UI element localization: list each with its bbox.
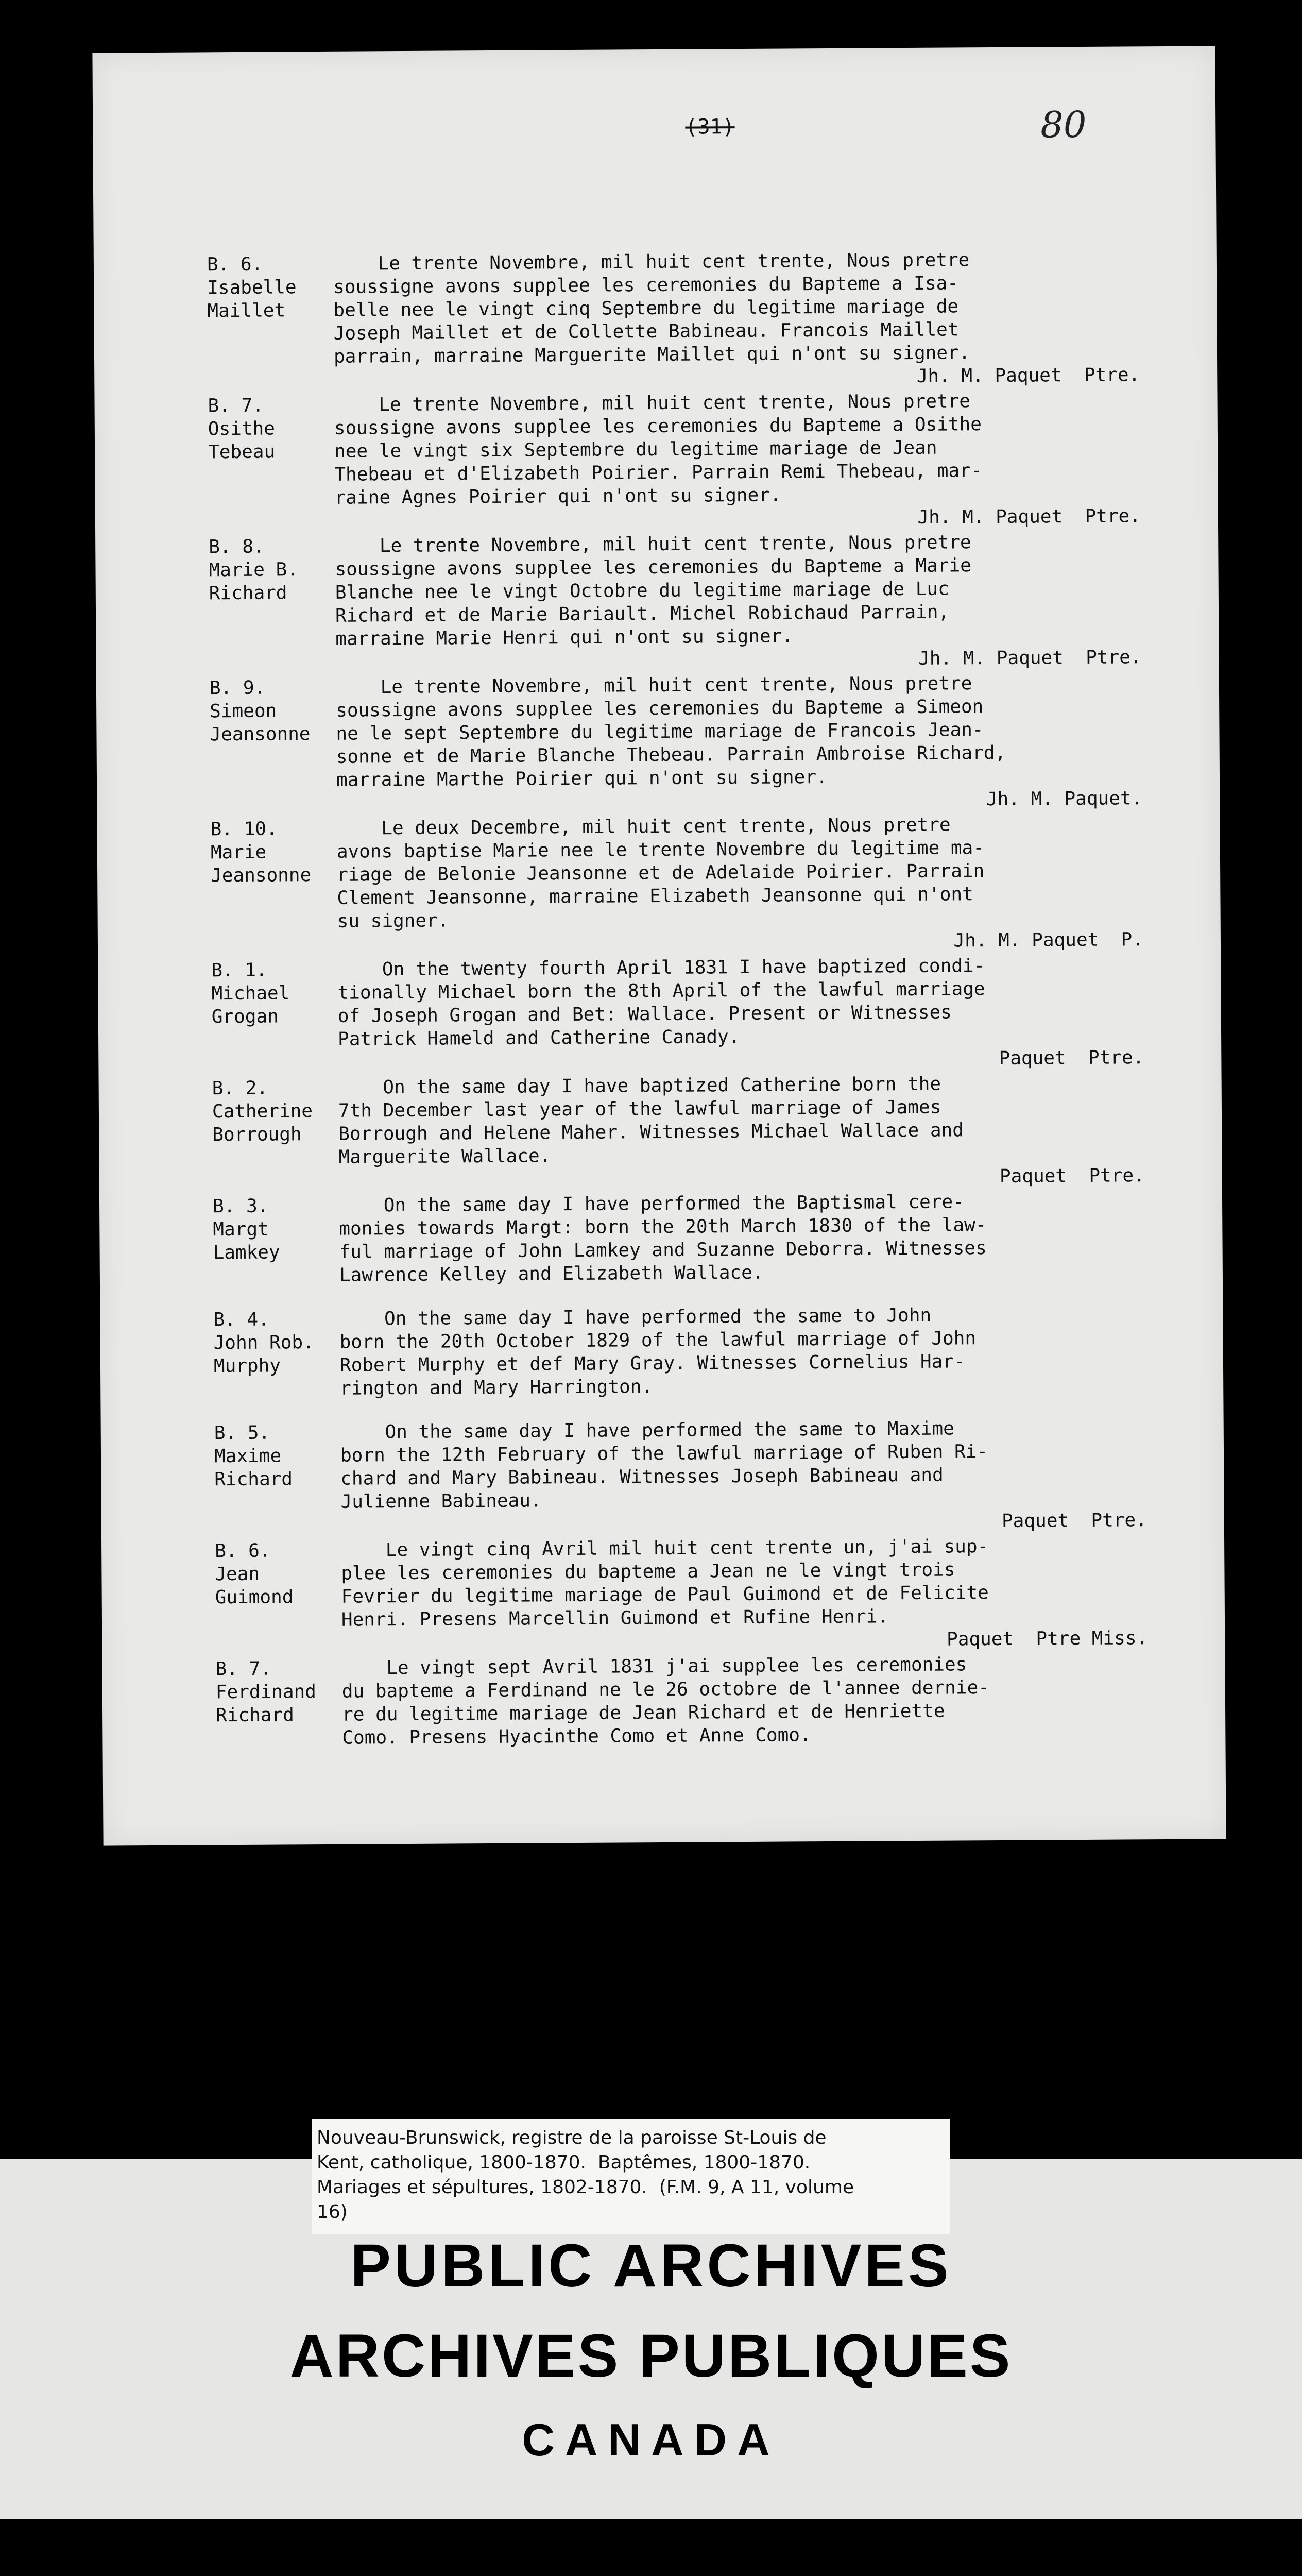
entry-line: su signer. [337, 910, 449, 932]
citation-line: 16) [317, 2201, 348, 2223]
entry-line: born the 12th February of the lawful marriage of Ruben Ri- [340, 1441, 988, 1466]
register-entries [207, 247, 1236, 1752]
citation-line: Kent, catholique, 1800-1870. Baptêmes, 1800-1870. [317, 2152, 811, 2173]
entry-signature: Jh. M. Paquet. [986, 788, 1143, 810]
entry-line: Le deux Decembre, mil huit cent trente, Nous pretre [336, 814, 951, 839]
entry-line: of Joseph Grogan and Bet: Wallace. Present or Witnesses [337, 1002, 952, 1027]
entry-line: sonne et de Marie Blanche Thebeau. Parrain Ambroise Richard, [336, 742, 1006, 768]
entry-label: B. 6. Jean Guimond [215, 1540, 294, 1608]
entry-line: soussigne avons supplee les ceremonies du Bapteme a Isa- [333, 273, 959, 298]
entry-line: marraine Marthe Poirier qui n'ont su signer. [336, 766, 828, 791]
entry-line: re du legitime mariage de Jean Richard et de Henriette [341, 1700, 945, 1725]
entry-line: rington and Mary Harrington. [340, 1376, 653, 1399]
entry-line: Thebeau et d'Elizabeth Poirier. Parrain Remi Thebeau, mar- [334, 460, 982, 485]
entry-line: Joseph Maillet et de Collette Babineau. Francois Maillet [333, 319, 959, 344]
entry-line: soussigne avons supplee les ceremonies du Bapteme a Simeon [336, 696, 984, 721]
entry-line: Le trente Novembre, mil huit cent trente, Nous pretre [335, 673, 972, 698]
entry-line: On the same day I have performed the same to Maxime [340, 1418, 954, 1443]
entry-label: B. 2. Catherine Borrough [212, 1077, 313, 1146]
source-citation-slip [312, 2119, 950, 2234]
entry-line: Le trente Novembre, mil huit cent trente, Nous pretre [334, 391, 971, 416]
entry-signature: Jh. M. Paquet Ptre. [917, 505, 1141, 528]
entry-line: monies towards Margt: born the 20th March 1830 of the law- [339, 1214, 987, 1240]
entry-line: raine Agnes Poirier qui n'ont su signer. [334, 484, 781, 509]
register-entry [210, 670, 1230, 816]
entry-line: On the same day I have performed the Baptismal cere- [338, 1191, 964, 1216]
entry-line: Julienne Babineau. [340, 1490, 542, 1513]
entry-line: tionally Michael born the 8th April of the lawful marriage [337, 978, 985, 1004]
entry-label: B. 9. Simeon Jeansonne [209, 677, 311, 745]
entry-signature: Jh. M. Paquet Ptre. [918, 647, 1142, 669]
entry-line: Lawrence Kelley and Elizabeth Wallace. [339, 1262, 764, 1286]
entry-line: ne le sept Septembre du legitime mariage de Francois Jean- [336, 719, 984, 744]
entry-line: du bapteme a Ferdinand ne le 26 octobre de l'annee dernie- [341, 1677, 990, 1702]
entry-line: On the same day I have baptized Catherine born the [338, 1073, 941, 1098]
entry-line: marraine Marie Henri qui n'ont su signer. [335, 625, 794, 650]
entry-line: Le vingt cinq Avril mil huit cent trente un, j'ai sup- [341, 1536, 989, 1561]
entry-signature: Jh. M. Paquet P. [953, 929, 1144, 952]
folio-number: 80 [1040, 103, 1087, 146]
entry-line: Como. Presens Hyacinthe Como et Anne Como. [342, 1724, 811, 1749]
entry-line: soussigne avons supplee les ceremonies du Bapteme a Osithe [334, 414, 982, 439]
entry-line: nee le vingt six Septembre du legitime mariage de Jean [334, 437, 937, 462]
entry-label: B. 6. Isabelle Maillet [207, 253, 297, 322]
citation-line: Mariages et sépultures, 1802-1870. (F.M. 9, A 11, volume [317, 2177, 854, 2198]
register-entry [214, 1415, 1235, 1537]
entry-signature: Paquet Ptre. [999, 1165, 1145, 1187]
entry-line: Clement Jeansonne, marraine Elizabeth Jeansonne qui n'ont [337, 884, 973, 909]
register-entry [209, 529, 1229, 674]
entry-label: B. 10. Marie Jeansonne [210, 818, 312, 887]
entry-line: ful marriage of John Lamkey and Suzanne Deborra. Witnesses [339, 1238, 987, 1263]
entry-line: Borrough and Helene Maher. Witnesses Michael Wallace and [338, 1120, 964, 1145]
entry-label: B. 1. Michael Grogan [211, 959, 290, 1028]
page-number: (31) [685, 115, 735, 139]
entry-line: plee les ceremonies du bapteme a Jean ne le vingt trois [341, 1559, 955, 1584]
citation-line: Nouveau-Brunswick, registre de la paroisse St-Louis de [317, 2127, 827, 2148]
archives-country: CANADA [522, 2414, 780, 2465]
entry-signature: Paquet Ptre. [999, 1047, 1144, 1069]
register-entry [208, 388, 1228, 533]
entry-label: B. 8. Marie B. Richard [209, 536, 299, 604]
entry-line: Marguerite Wallace. [338, 1145, 551, 1168]
entry-line: Le vingt sept Avril 1831 j'ai supplee les ceremonies [341, 1654, 967, 1679]
entry-line: belle nee le vingt cinq Septembre du legitime mariage de [333, 296, 959, 321]
register-entry [213, 1189, 1233, 1287]
register-entry [211, 953, 1231, 1075]
entry-line: Le trente Novembre, mil huit cent trente, Nous pretre [333, 249, 970, 275]
entry-label: B. 4. John Rob. Murphy [213, 1309, 314, 1377]
register-entry [213, 1302, 1234, 1401]
register-entry [207, 247, 1228, 392]
entry-label: B. 7. Ferdinand Richard [215, 1658, 317, 1726]
entry-line: parrain, marraine Marguerite Maillet qui n'ont su signer. [333, 342, 970, 367]
entry-line: chard and Mary Babineau. Witnesses Joseph Babineau and [340, 1464, 944, 1489]
archives-title-en: PUBLIC ARCHIVES [350, 2232, 952, 2300]
register-page [92, 46, 1226, 1845]
entry-line: Richard et de Marie Bariault. Michel Robichaud Parrain, [335, 601, 950, 626]
entry-line: On the twenty fourth April 1831 I have baptized condi- [337, 955, 985, 980]
entry-line: Blanche nee le vingt Octobre du legitime mariage de Luc [335, 578, 949, 603]
entry-label: B. 3. Margt Lamkey [212, 1195, 280, 1264]
entry-line: 7th December last year of the lawful marriage of James [338, 1096, 941, 1122]
entry-line: riage de Belonie Jeansonne et de Adelaide Poirier. Parrain [337, 860, 985, 886]
entry-label: B. 5. Maxime Richard [214, 1422, 293, 1490]
entry-line: Robert Murphy et def Mary Gray. Witnesses Cornelius Har- [339, 1351, 965, 1376]
entry-line: born the 20th October 1829 of the lawful marriage of John [339, 1328, 976, 1353]
entry-label: B. 7. Osithe Tebeau [208, 395, 276, 463]
entry-line: Henri. Presens Marcellin Guimond et Rufine Henri. [341, 1606, 889, 1631]
entry-signature: Paquet Ptre. [1001, 1510, 1147, 1532]
register-entry [215, 1651, 1236, 1750]
entry-line: Le trente Novembre, mil huit cent trente, Nous pretre [335, 532, 971, 557]
entry-signature: Jh. M. Paquet Ptre. [916, 364, 1140, 387]
entry-line: avons baptise Marie nee le trente Novembre du legitime ma- [336, 837, 985, 862]
register-entry [215, 1533, 1235, 1655]
register-entry [212, 1071, 1232, 1193]
register-entry [210, 811, 1231, 957]
entry-line: soussigne avons supplee les ceremonies du Bapteme a Marie [335, 555, 972, 580]
entry-line: On the same day I have performed the same to John [339, 1304, 932, 1330]
entry-signature: Paquet Ptre Miss. [946, 1628, 1148, 1650]
archives-title-fr: ARCHIVES PUBLIQUES [289, 2322, 1013, 2390]
entry-line: Patrick Hameld and Catherine Canady. [337, 1026, 740, 1050]
entry-line: Fevrier du legitime mariage de Paul Guimond et de Felicite [341, 1582, 989, 1607]
